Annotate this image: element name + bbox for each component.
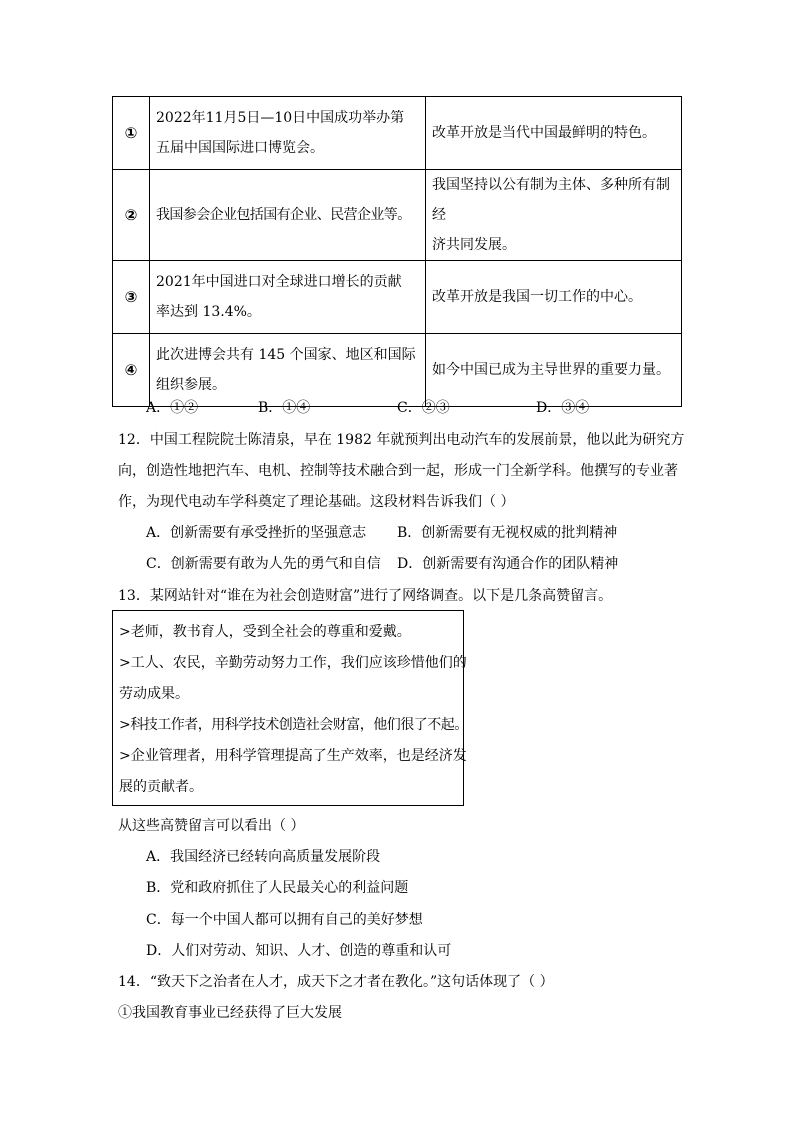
cell-line: 如今中国已成为主导世界的重要力量。 [432,362,670,378]
event-cell [150,261,426,334]
cell-line: 改革开放是我国一切工作的中心。 [432,289,642,305]
q12-option-a[interactable]: A．创新需要有承受挫折的坚强意志 [146,525,367,541]
table-row [113,334,682,407]
comment-line: 劳动成果。 [119,686,189,702]
cell-line: 我国参会企业包括国有企业、民营企业等。 [156,207,411,223]
q12-option-b[interactable]: B．创新需要有无视权威的批判精神 [397,525,618,541]
inference-cell [426,261,682,334]
q13-option-c[interactable]: C．每一个中国人都可以拥有自己的美好梦想 [146,912,423,928]
event-cell [150,97,426,170]
q11-material-table [112,96,682,407]
q12-option-d[interactable]: D．创新需要有沟通合作的团队精神 [397,556,619,572]
q12-stem-line: 向，创造性地把汽车、电机、控制等技术融合到一起，形成一门全新学科。他撰写的专业著 [118,463,678,479]
q11-option-c[interactable]: C．②③ [397,400,450,416]
cell-line: 我国坚持以公有制为主体、多种所有制经 [432,177,670,223]
q13-option-b[interactable]: B．党和政府抓住了人民最关心的利益问题 [146,880,409,896]
q13-option-a[interactable]: A．我国经济已经转向高质量发展阶段 [146,849,381,865]
comment-line: >科技工作者，用科学技术创造社会财富，他们很了不起。 [119,717,468,733]
cell-line: 济共同发展。 [432,237,516,253]
cell-line: 改革开放是当代中国最鲜明的特色。 [432,125,656,141]
cell-line: 2021年中国进口对全球进口增长的贡献 [156,274,402,290]
q14-item-1: ①我国教育事业已经获得了巨大发展 [118,1005,342,1021]
comment-line: 展的贡献者。 [119,779,203,795]
comment-line: >工人、农民，辛勤劳动努力工作，我们应该珍惜他们的 [119,655,467,671]
q14-stem: 14．“致天下之治者在人才，成天下之才者在教化。”这句话体现了（ ） [118,974,554,990]
q13-question: 从这些高赞留言可以看出（ ） [118,818,305,834]
comment-line: >老师，教书育人，受到全社会的尊重和爱戴。 [119,624,411,640]
event-cell [150,334,426,407]
cell-line: 五届中国国际进口博览会。 [156,140,324,156]
table-row [113,170,682,261]
inference-cell [426,170,682,261]
cell-line: 2022年11月5日—10日中国成功举办第 [156,110,405,126]
q12-option-c[interactable]: C．创新需要有敢为人先的勇气和自信 [146,556,381,572]
table-row [113,261,682,334]
cell-line: 组织参展。 [156,377,226,393]
row-number: ④ [113,334,150,407]
row-number: ① [113,97,150,170]
inference-cell [426,97,682,170]
q12-stem-line: 作，为现代电动车学科奠定了理论基础。这段材料告诉我们（ ） [118,494,515,510]
q11-option-a[interactable]: A．①② [146,400,199,416]
q11-option-b[interactable]: B．①④ [258,400,311,416]
comment-line: >企业管理者，用科学管理提高了生产效率，也是经济发 [119,748,467,764]
q11-option-d[interactable]: D．③④ [536,400,590,416]
q13-comments-box [112,610,468,806]
row-number: ③ [113,261,150,334]
cell-line: 率达到 13.4%。 [156,304,261,320]
q12-stem-line: 12．中国工程院院士陈清泉，早在 1982 年就预判出电动汽车的发展前景，他以此为研究方 [118,432,685,448]
inference-cell [426,334,682,407]
q13-stem: 13．某网站针对“谁在为社会创造财富”进行了网络调查。以下是几条高赞留言。 [118,588,613,604]
row-number: ② [113,170,150,261]
event-cell [150,170,426,261]
table-row [113,97,682,170]
q13-option-d[interactable]: D．人们对劳动、知识、人才、创造的尊重和认可 [146,943,452,959]
cell-line: 此次进博会共有 145 个国家、地区和国际 [156,347,416,363]
